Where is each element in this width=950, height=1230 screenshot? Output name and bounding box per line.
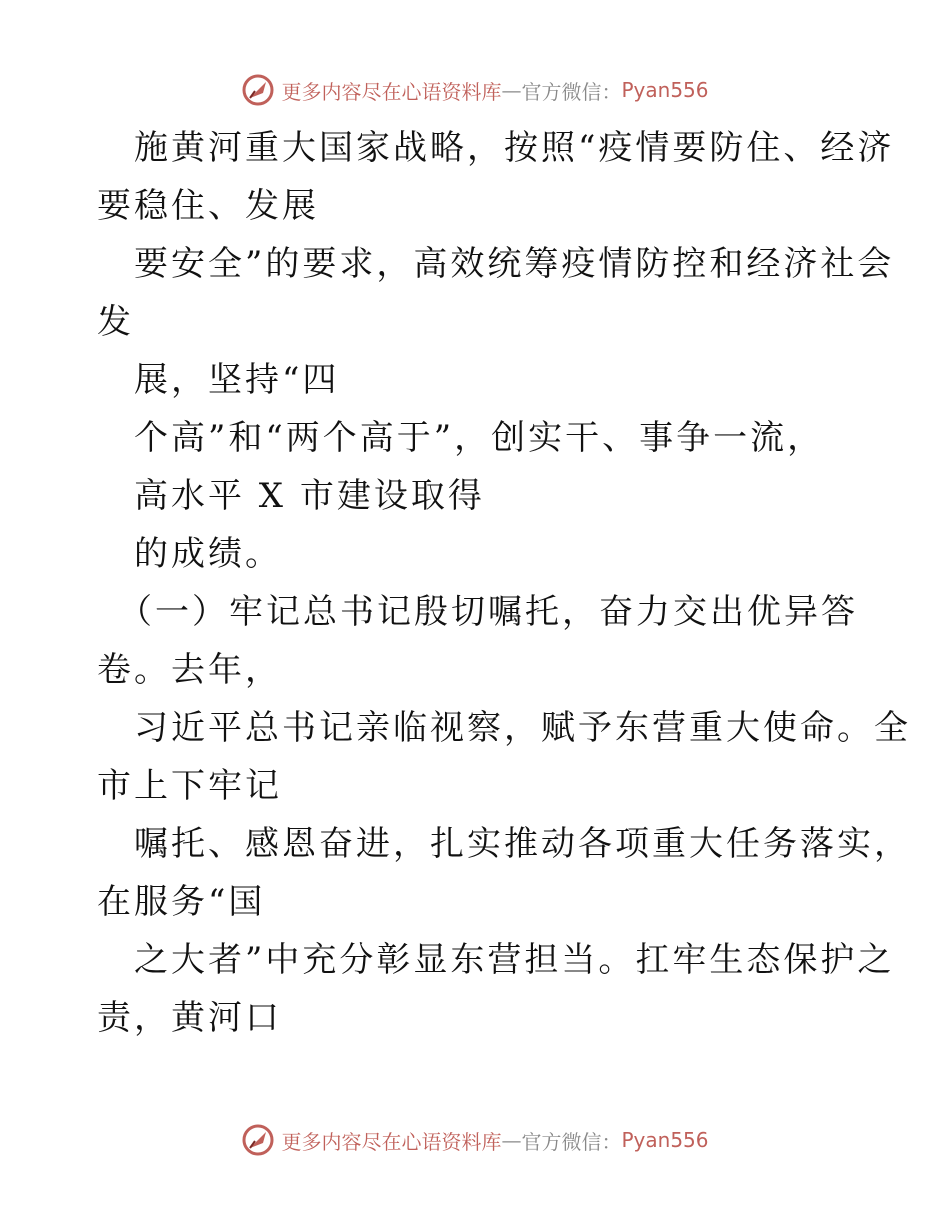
text-line: 要稳住、发展 xyxy=(97,186,319,226)
text-line: 展，坚持“四 xyxy=(134,360,340,400)
footer-watermark xyxy=(0,1120,950,1160)
text-line: 发 xyxy=(97,302,134,342)
text-line: 卷。去年， xyxy=(97,650,282,690)
text-line: 责，黄河口 xyxy=(97,998,282,1038)
text-line: 在服务“国 xyxy=(97,882,266,922)
text-line: 习近平总书记亲临视察，赋予东营重大使命。全 xyxy=(134,708,911,748)
watermark-main-text: 更多内容尽在心语资料库 xyxy=(281,1129,502,1154)
watermark-separator: — xyxy=(501,78,522,102)
text-line: 的成绩。 xyxy=(134,534,282,574)
text-line: 要安全”的要求，高效统筹疫情防控和经济社会 xyxy=(134,244,895,284)
watermark-handle: Pyan556 xyxy=(621,78,709,102)
quill-pen-logo-icon xyxy=(241,1123,275,1157)
watermark-main-text: 更多内容尽在心语资料库 xyxy=(281,79,502,104)
text-line: 施黄河重大国家战略，按照“疫情要防住、经济 xyxy=(134,128,895,168)
text-line: 之大者”中充分彰显东营担当。扛牢生态保护之 xyxy=(134,940,895,980)
quill-pen-logo-icon xyxy=(241,73,275,107)
header-watermark xyxy=(0,70,950,110)
text-line: 市上下牢记 xyxy=(97,766,282,806)
text-line: 高水平 X 市建设取得 xyxy=(134,476,485,516)
watermark-wechat-label: 官方微信： xyxy=(521,1129,622,1154)
text-line: 个高”和“两个高于”，创实干、事争一流， xyxy=(134,418,825,458)
watermark-separator: — xyxy=(501,1128,522,1152)
text-line: 嘱托、感恩奋进，扎实推动各项重大任务落实， xyxy=(134,824,911,864)
watermark-handle: Pyan556 xyxy=(621,1128,709,1152)
text-line: （一）牢记总书记殷切嘱托，奋力交出优异答 xyxy=(118,592,858,632)
watermark-wechat-label: 官方微信： xyxy=(521,79,622,104)
